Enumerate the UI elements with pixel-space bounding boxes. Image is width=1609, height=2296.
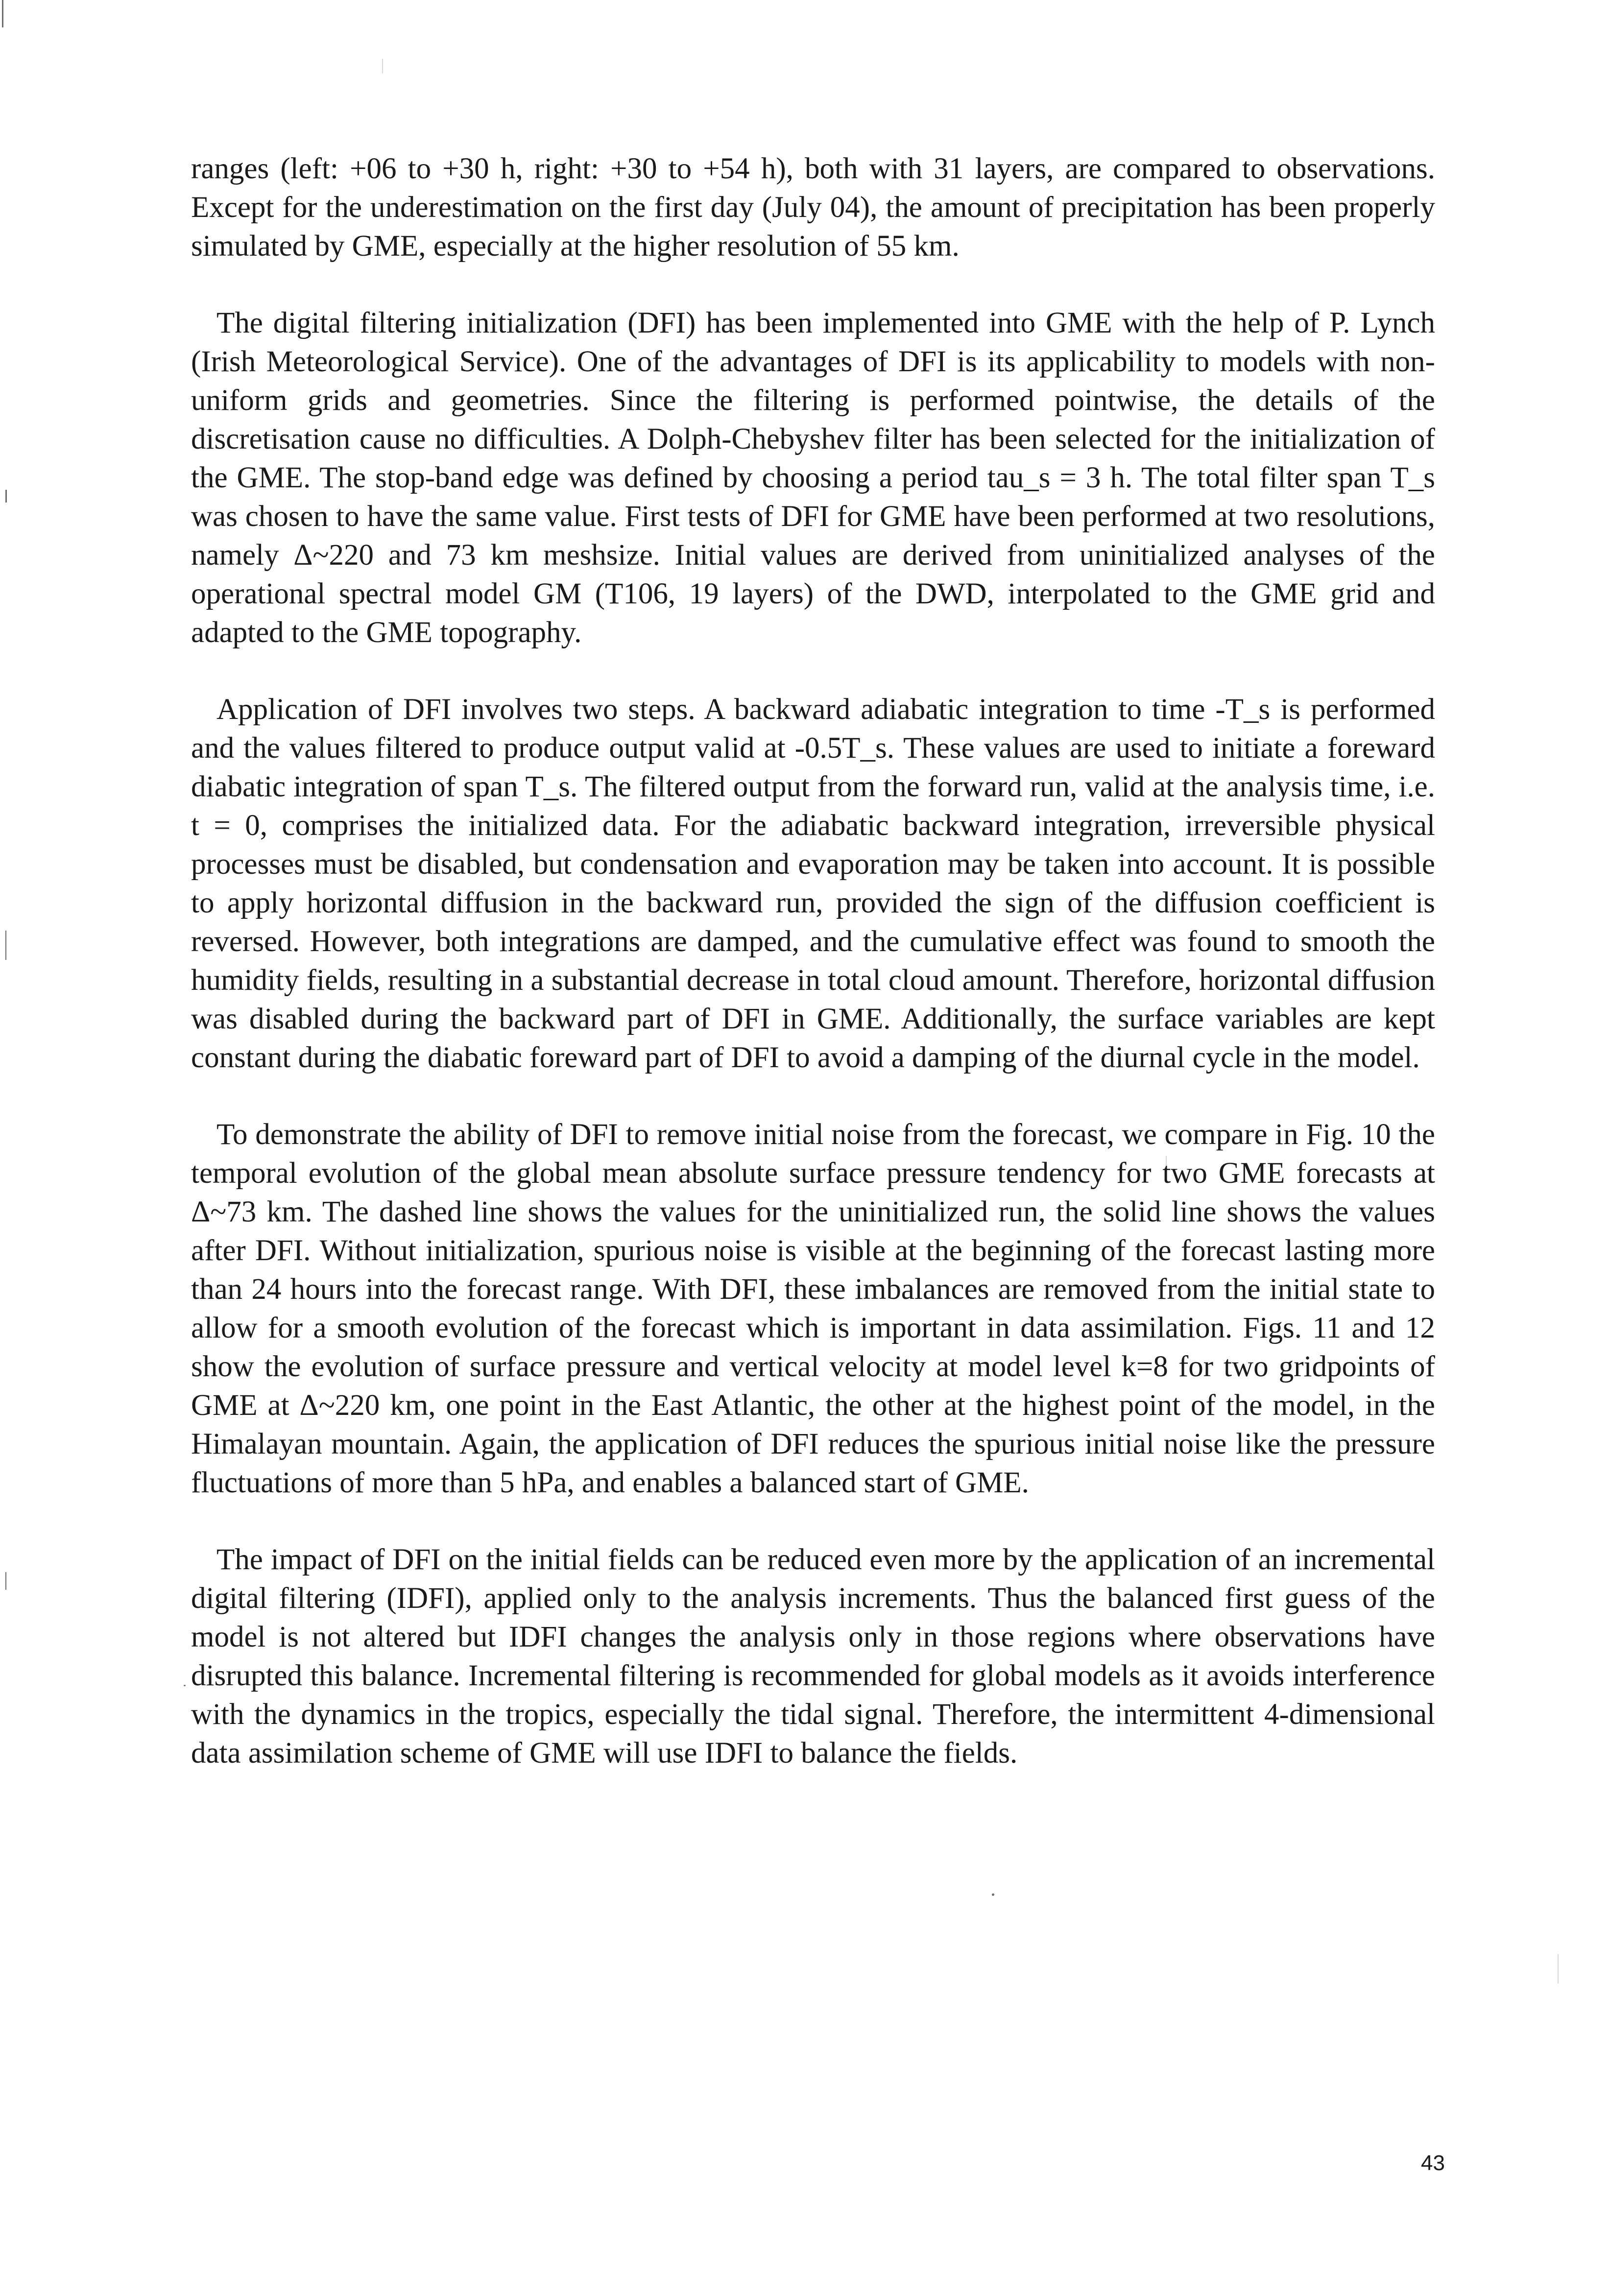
scan-artifact xyxy=(382,59,383,73)
paragraph-dfi-steps: Application of DFI involves two steps. A backward adiabatic integration to time -T_s is performed and the values filtered to produce output valid at -0.5T_s. These values are used to initiate a foreward diabatic integration of span T_s. The filtered output from the forward run, valid at the analysis time, i.e. t = 0, comprises the initialized data. For the adiabatic backward integration, irreversible physical processes must be disabled, but condensation and evaporation may be taken into account. It is possible to apply horizontal diffusion in the backward run, provided the sign of the diffusion coefficient is reversed. However, both integrations are damped, and the cumulative effect was found to smooth the humidity fields, resulting in a substantial decrease in total cloud amount. Therefore, horizontal diffusion was disabled during the backward part of DFI in GME. Additionally, the surface variables are kept constant during the diabatic foreward part of DFI to avoid a damping of the diurnal cycle in the model. xyxy=(191,693,1435,1074)
paragraph-precipitation-comparison: ranges (left: +06 to +30 h, right: +30 to +54 h), both with 31 layers, are compared to observations. Except for the underestimation on the first day (July 04), the amount of precipitation has been properly simulated by GME, especially at the higher resolution of 55 km. xyxy=(191,152,1435,263)
scan-speck xyxy=(184,1685,186,1686)
paragraph-incremental-dfi: The impact of DFI on the initial fields can be reduced even more by the application of an incremental digital filtering (IDFI), applied only to the analysis increments. Thus the balanced first guess of the model is not altered but IDFI changes the analysis only in those regions where observations have disrupted this balance. Incremental filtering is recommended for global models as it avoids interference with the dynamics in the tropics, especially the tidal signal. Therefore, the intermittent 4-dimensional data assimilation scheme of GME will use IDFI to balance the fields. xyxy=(191,1543,1435,1770)
scan-speck xyxy=(992,1893,994,1896)
page-number: 43 xyxy=(1421,2151,1445,2175)
scan-edge-mark xyxy=(5,490,7,502)
scan-artifact xyxy=(1558,1954,1559,1984)
scan-edge-mark xyxy=(5,1572,6,1590)
scan-edge-mark xyxy=(2,0,3,27)
body-text xyxy=(191,149,1435,1811)
paragraph-dfi-implementation: The digital filtering initialization (DFI) has been implemented into GME with the help of P. Lynch (Irish Meteorological Service). One of the advantages of DFI is its applicability to models with non-uniform grids and geometries. Since the filtering is performed pointwise, the details of the discretisation cause no difficulties. A Dolph-Chebyshev filter has been selected for the initialization of the GME. The stop-band edge was defined by choosing a period tau_s = 3 h. The total filter span T_s was chosen to have the same value. First tests of DFI for GME have been performed at two resolutions, namely Δ~220 and 73 km meshsize. Initial values are derived from uninitialized analyses of the operational spectral model GM (T106, 19 layers) of the DWD, interpolated to the GME grid and adapted to the GME topography. xyxy=(191,307,1435,649)
scan-edge-mark xyxy=(5,931,6,960)
paragraph-dfi-noise-removal: To demonstrate the ability of DFI to remove initial noise from the forecast, we compare in Fig. 10 the temporal evolution of the global mean absolute surface pressure tendency for two GME forecasts at Δ~73 km. The dashed line shows the values for the uninitialized run, the solid line shows the values after DFI. Without initialization, spurious noise is visible at the beginning of the forecast lasting more than 24 hours into the forecast range. With DFI, these imbalances are removed from the initial state to allow for a smooth evolution of the forecast which is important in data assimilation. Figs. 11 and 12 show the evolution of surface pressure and vertical velocity at model level k=8 for two gridpoints of GME at Δ~220 km, one point in the East Atlantic, the other at the highest point of the model, in the Himalayan mountain. Again, the application of DFI reduces the spurious initial noise like the pressure fluctuations of more than 5 hPa, and enables a balanced start of GME. xyxy=(191,1118,1435,1499)
